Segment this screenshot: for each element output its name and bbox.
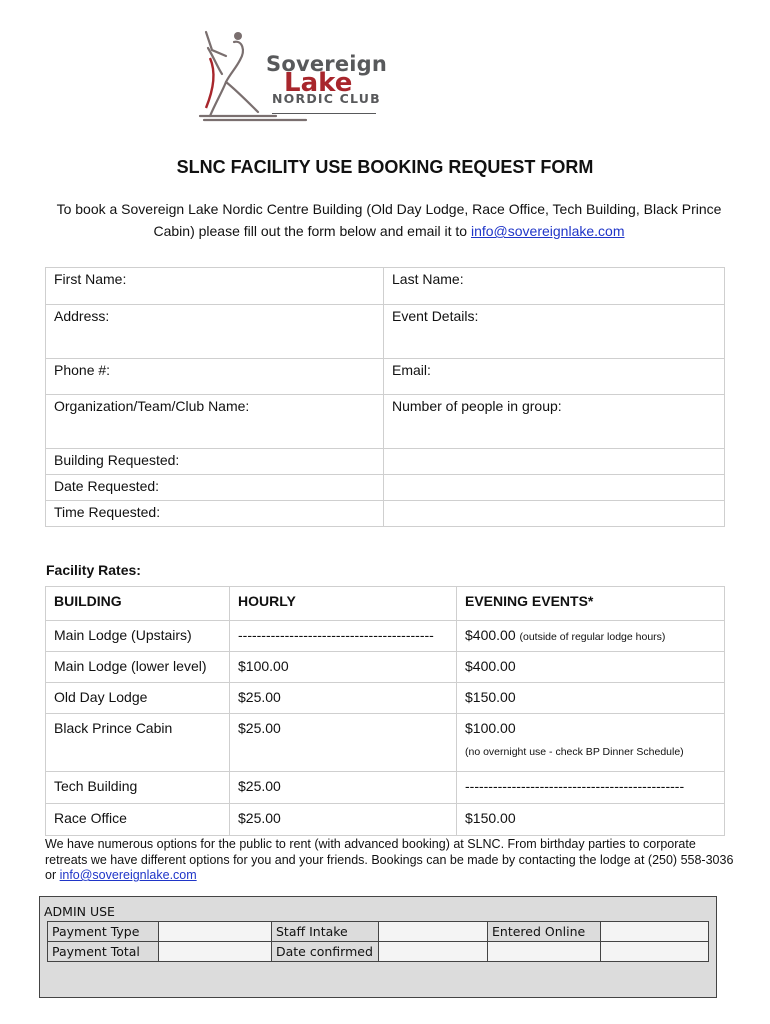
hourly-cell: $25.00: [230, 772, 457, 804]
table-header-row: [46, 587, 725, 621]
evening-cell: [457, 714, 725, 772]
evening-cell: [457, 621, 725, 652]
building-cell: Tech Building: [46, 772, 230, 804]
payment-total-label: Payment Total: [48, 942, 159, 962]
logo-text-sovereign: Sovereign: [266, 52, 388, 76]
date-confirmed-input[interactable]: [379, 942, 488, 962]
evening-note: (no overnight use - check BP Dinner Schedule): [465, 746, 684, 758]
logo-underline: [272, 113, 376, 114]
hourly-cell: $25.00: [230, 714, 457, 772]
hourly-cell: $100.00: [230, 652, 457, 683]
address-field[interactable]: Address:: [46, 305, 384, 359]
payment-type-input[interactable]: [159, 922, 272, 942]
admin-blank-cell-2[interactable]: [601, 942, 709, 962]
entered-online-label: Entered Online: [488, 922, 601, 942]
rental-info-paragraph: [45, 837, 735, 884]
admin-blank-cell[interactable]: [488, 942, 601, 962]
logo-text-nordic-club: NORDIC CLUB: [272, 91, 381, 106]
table-row: [46, 714, 725, 772]
evening-cell: $400.00: [457, 652, 725, 683]
contact-form-table: [45, 267, 725, 527]
admin-use-box: [39, 896, 717, 998]
footer-email-link[interactable]: info@sovereignlake.com: [59, 868, 197, 882]
time-requested-field[interactable]: Time Requested:: [46, 501, 384, 527]
building-cell: Main Lodge (Upstairs): [46, 621, 230, 652]
staff-intake-input[interactable]: [379, 922, 488, 942]
intro-email-link[interactable]: info@sovereignlake.com: [470, 223, 625, 239]
first-name-field[interactable]: First Name:: [46, 268, 384, 305]
page-title: SLNC FACILITY USE BOOKING REQUEST FORM: [176, 157, 594, 177]
evening-cell: -----------------------------------------------: [457, 772, 725, 804]
table-row: [46, 652, 725, 683]
date-requested-field[interactable]: Date Requested:: [46, 475, 384, 501]
header-building: BUILDING: [46, 587, 230, 621]
phone-field[interactable]: Phone #:: [46, 359, 384, 395]
evening-price: $400.00: [465, 627, 516, 643]
event-details-field[interactable]: Event Details:: [384, 305, 725, 359]
organization-field[interactable]: Organization/Team/Club Name:: [46, 395, 384, 449]
admin-use-title: ADMIN USE: [44, 904, 115, 919]
building-cell: Race Office: [46, 804, 230, 836]
building-cell: Old Day Lodge: [46, 683, 230, 714]
staff-intake-label: Staff Intake: [272, 922, 379, 942]
building-requested-field[interactable]: Building Requested:: [46, 449, 384, 475]
table-row: [46, 621, 725, 652]
rental-info-text: We have numerous options for the public to rent (with advanced booking) at SLNC. From birthday parties to corporate retreats we have different options for you and your friends. Bookings can be made by contacting the lodge at (250) 558-3036 or: [45, 837, 734, 882]
time-requested-value[interactable]: [384, 501, 725, 527]
facility-rates-table: [45, 586, 725, 836]
email-field[interactable]: Email:: [384, 359, 725, 395]
header-hourly: HOURLY: [230, 587, 457, 621]
evening-note: (outside of regular lodge hours): [519, 631, 666, 643]
evening-price: $100.00: [465, 720, 516, 736]
facility-rates-label: Facility Rates:: [46, 562, 141, 578]
date-requested-value[interactable]: [384, 475, 725, 501]
payment-total-input[interactable]: [159, 942, 272, 962]
evening-cell: $150.00: [457, 804, 725, 836]
building-cell: Black Prince Cabin: [46, 714, 230, 772]
hourly-cell: $25.00: [230, 804, 457, 836]
admin-table: [47, 921, 709, 962]
payment-type-label: Payment Type: [48, 922, 159, 942]
table-row: [46, 683, 725, 714]
table-row: [46, 772, 725, 804]
building-requested-value[interactable]: [384, 449, 725, 475]
people-count-field[interactable]: Number of people in group:: [384, 395, 725, 449]
intro-text: [44, 198, 734, 242]
evening-cell: $150.00: [457, 683, 725, 714]
intro-sentence: To book a Sovereign Lake Nordic Centre Building (Old Day Lodge, Race Office, Tech Building, Black Prince Cabin) please fill out the form below and email it to: [56, 201, 722, 239]
last-name-field[interactable]: Last Name:: [384, 268, 725, 305]
logo-text-lake: Lake: [284, 68, 353, 98]
hourly-cell: $25.00: [230, 683, 457, 714]
entered-online-input[interactable]: [601, 922, 709, 942]
hourly-cell: ------------------------------------------: [230, 621, 457, 652]
table-row: [46, 804, 725, 836]
date-confirmed-label: Date confirmed: [272, 942, 379, 962]
header-evening-events: EVENING EVENTS*: [457, 587, 725, 621]
building-cell: Main Lodge (lower level): [46, 652, 230, 683]
